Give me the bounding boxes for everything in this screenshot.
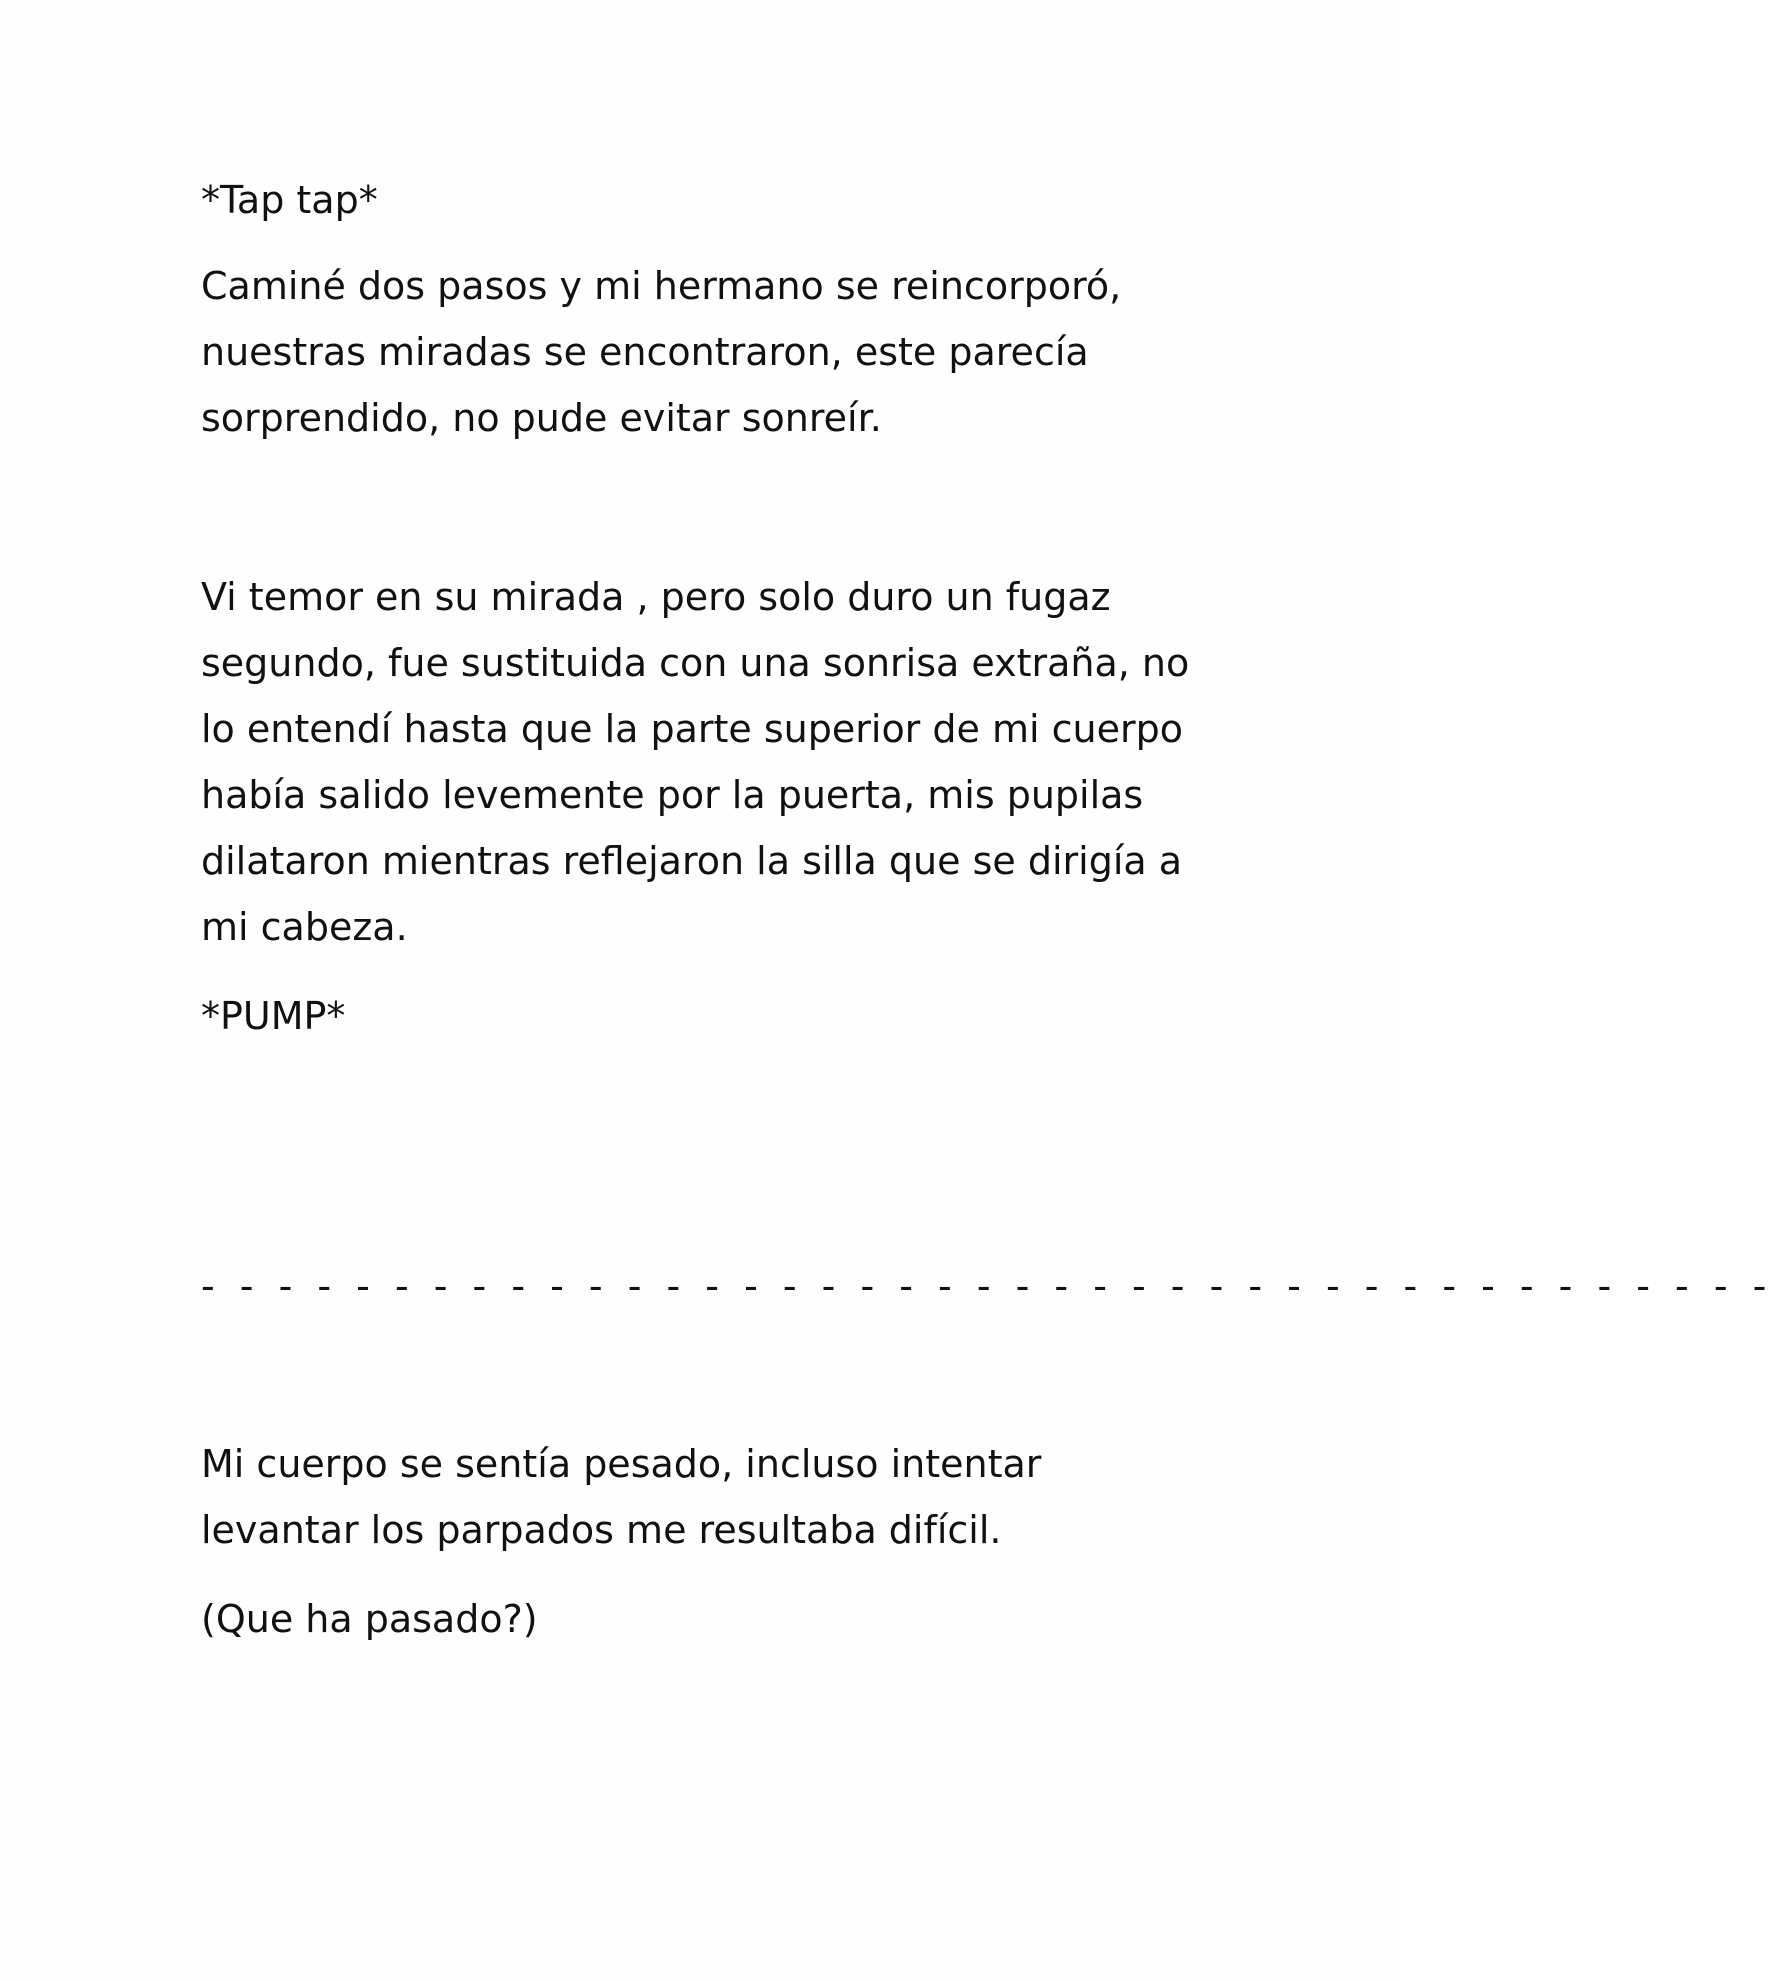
text-line: Vi temor en su mirada , pero solo duro un fugaz [201, 575, 1111, 619]
inner-thought [201, 1586, 1201, 1652]
text-line: dilataron mientras reflejaron la silla que se dirigía a [201, 839, 1183, 883]
text-line: lo entendí hasta que la parte superior de mi cuerpo [201, 707, 1183, 751]
text-line: *PUMP* [201, 994, 346, 1038]
text-line: levantar los parpados me resultaba difícil. [201, 1508, 1002, 1552]
text-line: sorprendido, no pude evitar sonreír. [201, 396, 882, 440]
text-line: Caminé dos pasos y mi hermano se reincorporó, [201, 264, 1122, 308]
text-line: segundo, fue sustituida con una sonrisa extraña, no [201, 641, 1190, 685]
paragraph-3 [201, 1431, 1201, 1563]
text-line: mi cabeza. [201, 905, 408, 949]
section-separator [201, 1253, 1773, 1319]
sound-effect-pump [201, 983, 1201, 1049]
paragraph-1 [201, 253, 1201, 451]
text-line: *Tap tap* [201, 178, 378, 222]
text-line: (Que ha pasado?) [201, 1597, 538, 1641]
separator-line: - - - - - - - - - - - - - - - - - - - - - - - - - - - - - - - - - - - - - - - - - [201, 1264, 1773, 1308]
text-line: Mi cuerpo se sentía pesado, incluso intentar [201, 1442, 1042, 1486]
text-line: había salido levemente por la puerta, mis pupilas [201, 773, 1144, 817]
sound-effect-tap [201, 167, 1201, 233]
text-line: nuestras miradas se encontraron, este parecía [201, 330, 1089, 374]
paragraph-2 [201, 564, 1201, 960]
